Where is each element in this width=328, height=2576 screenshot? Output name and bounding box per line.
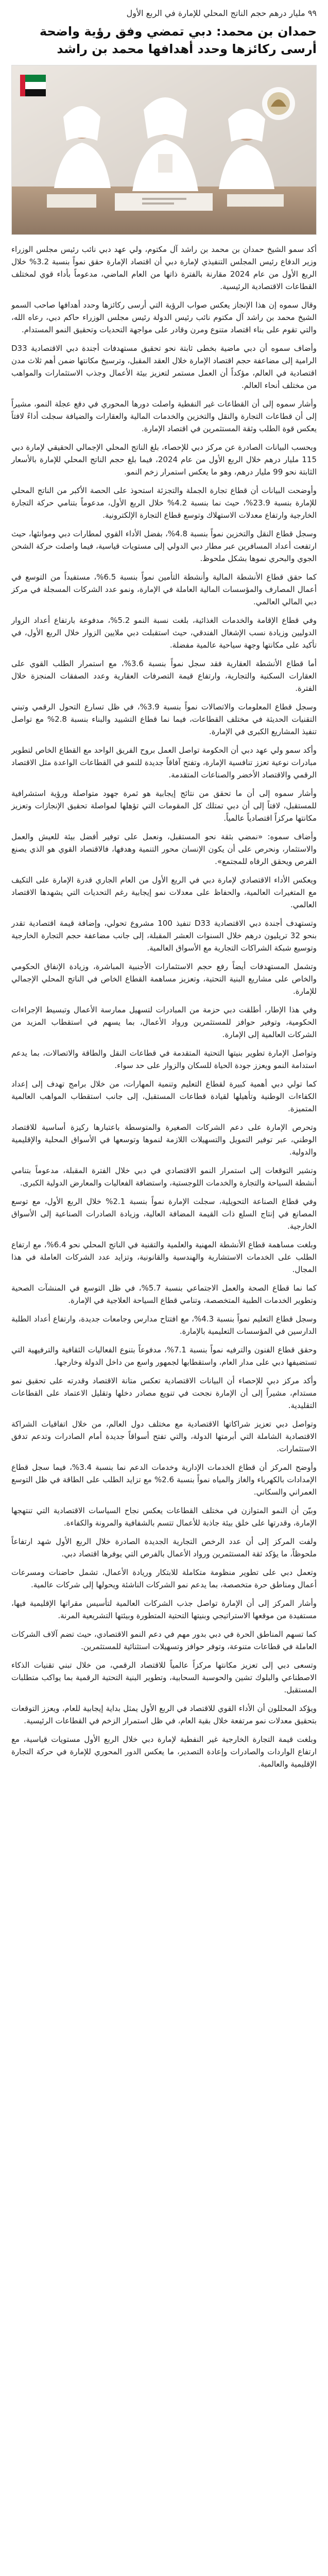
article-paragraph: وسجل قطاع التعليم نمواً بنسبة 4.3%، مع افتتاح مدارس وجامعات جديدة، وارتفاع أعداد الطلبة الدارسين في المؤسسات التعليمية بالإمارة. bbox=[11, 1314, 317, 1336]
article-paragraph: وأشار سموه إلى أن ما تحقق من نتائج إيجابية هو ثمرة جهود متواصلة ورؤية استشرافية للمستقبل، لافتاً إلى أن دبي تمتلك كل المقومات التي تؤهلها لمواصلة تحقيق الإنجازات وتعزيز مكانتها مركزاً اقتصادياً عالمياً. bbox=[11, 789, 317, 823]
article-paragraph: وأشار المركز إلى أن الإمارة تواصل جذب الشركات العالمية لتأسيس مقراتها الإقليمية فيها، مستفيدة من موقعها الاستراتيجي وبنيتها التحتية المتطورة وبيئتها التشريعية المرنة. bbox=[11, 1599, 317, 1620]
article-paragraph: أكد سمو الشيخ حمدان بن محمد بن راشد آل مكتوم، ولي عهد دبي نائب رئيس مجلس الوزراء وزير الدفاع رئيس المجلس التنفيذي لإمارة دبي أن اقتصاد الإمارة حقق نمواً بنسبة 3.2% خلال الربع الأول من عام 2024 مقارنة بالفترة ذاتها من العام الماضي، مدعوماً بأداء قوي لمختلف القطاعات الاقتصادية الرئيسية. bbox=[11, 245, 317, 291]
article-paragraph: كما تولي دبي أهمية كبيرة لقطاع التعليم وتنمية المهارات، من خلال برامج تهدف إلى إعداد الكفاءات الوطنية وتأهيلها لقيادة قطاعات المستقبل، إلى جانب استقطاب المواهب العالمية المتميزة. bbox=[11, 1079, 317, 1113]
article-paragraph: وأوضحت البيانات أن قطاع تجارة الجملة والتجزئة استحوذ على الحصة الأكبر من الناتج المحلي للإمارة بنسبة 23.9%، حيث نما بنسبة 4.2% خلال الربع الأول، مدعوماً بتنامي حركة التجارة الخارجية وارتفاع معدلات الاستهلاك وتوسع قطاع التجارة الإلكترونية. bbox=[11, 486, 317, 520]
article-paragraph: وبيّن أن النمو المتوازن في مختلف القطاعات يعكس نجاح السياسات الاقتصادية التي تنتهجها الإمارة، وقدرتها على خلق بيئة جاذبة للأعمال تتسم بالشفافية والمرونة والكفاءة. bbox=[11, 1506, 317, 1528]
article-paragraph: وفي قطاع الصناعة التحويلية، سجلت الإمارة نمواً بنسبة 2.1% خلال الربع الأول، مع توسع المصانع في إنتاج السلع ذات القيمة المضافة العالية، وزيادة الصادرات الصناعية إلى الأسواق الخارجية. bbox=[11, 1197, 317, 1231]
article-paragraph: وأكد مركز دبي للإحصاء أن البيانات الاقتصادية تعكس متانة الاقتصاد وقدرته على تحقيق نمو مستدام، مشيراً إلى أن الإمارة نجحت في تنويع مصادر دخلها وتقليل الاعتماد على القطاعات التقليدية. bbox=[11, 1376, 317, 1410]
article-paragraph: ويعكس الأداء الاقتصادي لإمارة دبي في الربع الأول من العام الجاري قدرة الإمارة على التكيف مع المتغيرات العالمية، والحفاظ على معدلات نمو إيجابية رغم التحديات التي يشهدها الاقتصاد العالمي. bbox=[11, 875, 317, 909]
article-paragraph: وسجل قطاع النقل والتخزين نمواً بنسبة 4.8%، بفضل الأداء القوي لمطارات دبي وموانئها، حيث ارتفعت أعداد المسافرين عبر مطار دبي الدولي إلى مستويات قياسية، فيما واصلت حركة الشحن الجوي والبحري نموها بشكل ملحوظ. bbox=[11, 529, 317, 563]
article-paragraph: وتشمل المستهدفات أيضاً رفع حجم الاستثمارات الأجنبية المباشرة، وزيادة الإنفاق الحكومي والخاص على مشاريع البنية التحتية، وتعزيز مساهمة القطاع الخاص في الناتج المحلي الإجمالي للإمارة. bbox=[11, 962, 317, 996]
article-paragraph: ولفت المركز إلى أن عدد الرخص التجارية الجديدة الصادرة خلال الربع الأول شهد ارتفاعاً ملحوظاً، ما يؤكد ثقة المستثمرين ورواد الأعمال بالفرص التي يوفرها اقتصاد دبي. bbox=[11, 1537, 317, 1558]
article-paragraph: وتشير التوقعات إلى استمرار النمو الاقتصادي في دبي خلال الفترة المقبلة، مدعوماً بتنامي أنشطة السياحة والتجارة والخدمات اللوجستية، واستضافة الفعاليات والمعارض الدولية الكبرى. bbox=[11, 1166, 317, 1188]
article-paragraph: وفي قطاع الإقامة والخدمات الغذائية، بلغت نسبة النمو 5.2%، مدفوعة بارتفاع أعداد الزوار الدوليين وزيادة نسب الإشغال الفندقي، حيث استقبلت دبي ملايين الزوار خلال الربع الأول، في تأكيد على مكانتها وجهة سياحية عالمية مفضلة. bbox=[11, 616, 317, 650]
office-meeting-photo bbox=[11, 65, 316, 235]
article-kicker: ٩٩ مليار درهم حجم الناتج المحلي للإمارة في الربع الأول bbox=[126, 8, 317, 18]
article-paragraph: وأكد سمو ولي عهد دبي أن الحكومة تواصل العمل بروح الفريق الواحد مع القطاع الخاص لتطوير مبادرات نوعية تعزز تنافسية الإمارة، وتفتح آفاقاً جديدة للنمو في القطاعات الواعدة مثل الاقتصاد الرقمي والاقتصاد الأخضر والصناعات المتقدمة. bbox=[11, 745, 317, 779]
article-paragraph: كما نما قطاع الصحة والعمل الاجتماعي بنسبة 5.7%، في ظل التوسع في المنشآت الصحية وتطوير الخدمات الطبية المتخصصة، وتنامي قطاع السياحة العلاجية في الإمارة. bbox=[11, 1283, 317, 1305]
article-paragraph: وأشار سموه إلى أن القطاعات غير النفطية واصلت دورها المحوري في دفع عجلة النمو، مشيراً إلى أن قطاعات التجارة والنقل والتخزين والخدمات المالية والعقارات والضيافة سجلت أداءً لافتاً يعكس قوة الطلب وثقة المستثمرين في اقتصاد الإمارة. bbox=[11, 399, 317, 433]
article-paragraph: وبلغت قيمة التجارة الخارجية غير النفطية لإمارة دبي خلال الربع الأول مستويات قياسية، مع ارتفاع الواردات والصادرات وإعادة التصدير، ما يعكس الدور المحوري للإمارة في حركة التجارة الإقليمية والعالمية. bbox=[11, 1735, 317, 1769]
article-paragraph: أما قطاع الأنشطة العقارية فقد سجل نمواً بنسبة 3.6%، مع استمرار الطلب القوي على العقارات السكنية والتجارية، وارتفاع قيمة التصرفات العقارية وعدد الصفقات المنجزة خلال الفترة. bbox=[11, 659, 317, 693]
article-paragraph: وأضاف سموه أن دبي ماضية بخطى ثابتة نحو تحقيق مستهدفات أجندة دبي الاقتصادية D33 الرامية إلى مضاعفة حجم اقتصاد الإمارة خلال العقد المقبل، وترسيخ مكانتها ضمن أهم ثلاث مدن اقتصادية في العالم، مؤكداً أن العمل مستمر لتعزيز بيئة الأعمال وجذب الاستثمارات والمواهب من مختلف أنحاء العالم. bbox=[11, 344, 317, 390]
article-paragraph: ويؤكد المحللون أن الأداء القوي للاقتصاد في الربع الأول يمثل بداية إيجابية للعام، ويعزز التوقعات بتحقيق معدلات نمو مرتفعة خلال بقية العام، في ظل استمرار الزخم في القطاعات الرئيسية. bbox=[11, 1704, 317, 1725]
article-paragraph: وأضاف سموه: «نمضي بثقة نحو المستقبل، ونعمل على توفير أفضل بيئة للعيش والعمل والاستثمار، ونحرص على أن يكون الإنسان محور التنمية وهدفها، فالاقتصاد القوي هو الذي يصنع الفرص ويحقق الرفاه للمجتمع». bbox=[11, 832, 317, 866]
article-photo bbox=[11, 65, 317, 235]
emblem-decoration bbox=[262, 87, 295, 120]
article-paragraph: كما حقق قطاع الأنشطة المالية وأنشطة التأمين نمواً بنسبة 6.5%، مستفيداً من التوسع في أعمال المصارف والمؤسسات المالية العاملة في الإمارة، ونمو عدد الشركات المسجلة في مركز دبي المالي العالمي. bbox=[11, 572, 317, 606]
article-paragraph: كما تسهم المناطق الحرة في دبي بدور مهم في دعم النمو الاقتصادي، حيث تضم آلاف الشركات العاملة في قطاعات متنوعة، وتوفر حوافز وتسهيلات استثنائية للمستثمرين. bbox=[11, 1630, 317, 1651]
flag-decoration bbox=[20, 75, 46, 96]
article-headline: حمدان بن محمد: دبي تمضي وفق رؤية واضحة أرسى ركائزها وحدد أهدافها محمد بن راشد bbox=[39, 24, 317, 56]
article-paragraph: وبحسب البيانات الصادرة عن مركز دبي للإحصاء، بلغ الناتج المحلي الإجمالي الحقيقي لإمارة دبي 115 مليار درهم خلال الربع الأول من عام 2024، فيما بلغ حجم الناتج المحلي للإمارة بالأسعار الثابتة نحو 99 مليار درهم، وهو ما يعكس استمرار زخم النمو. bbox=[11, 443, 317, 477]
article-paragraph: وتستهدف أجندة دبي الاقتصادية D33 تنفيذ 100 مشروع تحولي، وإضافة قيمة اقتصادية تقدر بنحو 32 تريليون درهم خلال السنوات العشر المقبلة، إلى جانب مضاعفة حجم التجارة الخارجية وتوسيع شبكة الشراكات التجارية مع الأسواق العالمية. bbox=[11, 919, 317, 953]
article-header bbox=[11, 7, 317, 58]
article-body bbox=[11, 243, 317, 1770]
article-paragraph: وسجل قطاع المعلومات والاتصالات نمواً بنسبة 3.9%، في ظل تسارع التحول الرقمي وتبني التقنيات الحديثة في مختلف القطاعات، فيما نما قطاع التشييد والبناء بنسبة 2.8% مع تواصل تنفيذ المشاريع الكبرى في الإمارة. bbox=[11, 702, 317, 736]
article-paragraph: وحقق قطاع الفنون والترفيه نمواً بنسبة 7.1%، مدفوعاً بتنوع الفعاليات الثقافية والترفيهية التي تستضيفها دبي على مدار العام، واستقطابها لجمهور واسع من داخل الدولة وخارجها. bbox=[11, 1345, 317, 1367]
article-paragraph: وبلغت مساهمة قطاع الأنشطة المهنية والعلمية والتقنية في الناتج المحلي نحو 6.4%، مع ارتفاع الطلب على الخدمات الاستشارية والهندسية والقانونية، وتزايد عدد الشركات العاملة في هذا المجال. bbox=[11, 1240, 317, 1274]
article-paragraph: وأوضح المركز أن قطاع الخدمات الإدارية وخدمات الدعم نما بنسبة 3.4%، فيما سجل قطاع الإمدادات بالكهرباء والغاز والمياه نمواً بنسبة 2.6% مع تزايد الطلب على الطاقة في ظل التوسع العمراني والسكاني. bbox=[11, 1463, 317, 1497]
article-paragraph: وتواصل دبي تعزيز شراكاتها الاقتصادية مع مختلف دول العالم، من خلال اتفاقيات الشراكة الاقتصادية الشاملة التي أبرمتها الدولة، والتي تفتح أسواقاً جديدة أمام الصادرات وتدعم تدفق الاستثمارات. bbox=[11, 1419, 317, 1453]
article-paragraph: وتعمل دبي على تطوير منظومة متكاملة للابتكار وريادة الأعمال، تشمل حاضنات ومسرعات أعمال ومناطق حرة متخصصة، بما يدعم نمو الشركات الناشئة ويحولها إلى شركات عالمية. bbox=[11, 1568, 317, 1589]
article-paragraph: وتحرص الإمارة على دعم الشركات الصغيرة والمتوسطة باعتبارها ركيزة أساسية للاقتصاد الوطني، عبر توفير التمويل والتسهيلات اللازمة لنموها وتوسعها في الأسواق المحلية والإقليمية والدولية. bbox=[11, 1123, 317, 1157]
article-paragraph: وقال سموه إن هذا الإنجاز يعكس صواب الرؤية التي أرسى ركائزها وحدد أهدافها صاحب السمو الشيخ محمد بن راشد آل مكتوم نائب رئيس الدولة رئيس مجلس الوزراء حاكم دبي، رعاه الله، والتي تقوم على بناء اقتصاد متنوع ومرن وقادر على مواجهة التحديات وتحقيق النمو المستدام. bbox=[11, 300, 317, 334]
article-paragraph: وتواصل الإمارة تطوير بنيتها التحتية المتقدمة في قطاعات النقل والطاقة والاتصالات، بما يدعم استدامة النمو ويعزز جودة الحياة للسكان والزوار على حد سواء. bbox=[11, 1048, 317, 1070]
article-paragraph: وفي هذا الإطار، أطلقت دبي حزمة من المبادرات لتسهيل ممارسة الأعمال وتبسيط الإجراءات الحكومية، وتوفير حوافز للمستثمرين ورواد الأعمال، بما يسهم في استقطاب المزيد من الشركات العالمية إلى الإمارة. bbox=[11, 1005, 317, 1039]
article-paragraph: وتسعى دبي إلى تعزيز مكانتها مركزاً عالمياً للاقتصاد الرقمي، من خلال تبني تقنيات الذكاء الاصطناعي والبلوك تشين والحوسبة السحابية، وتطوير البنية التحتية الرقمية بما يواكب متطلبات المستقبل. bbox=[11, 1660, 317, 1694]
